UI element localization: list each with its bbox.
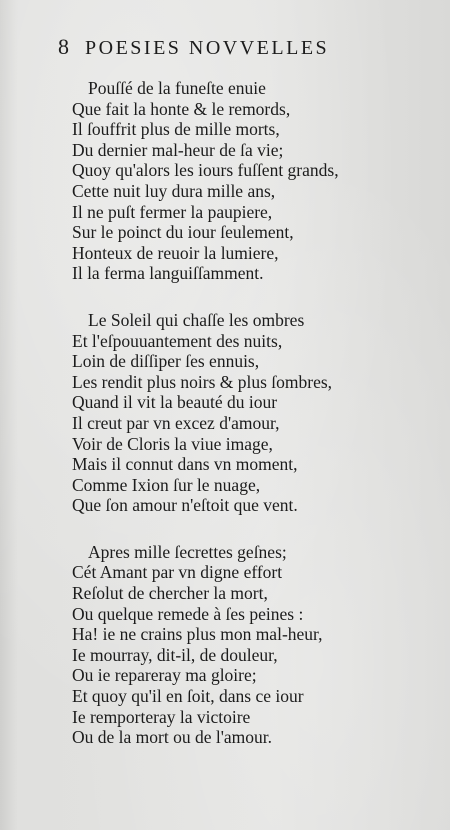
poem-line: Reſolut de chercher la mort, bbox=[72, 583, 268, 604]
poem-line: Quoy qu'alors les iours fuſſent grands, bbox=[72, 160, 339, 181]
page-header bbox=[58, 34, 390, 64]
poem-line: Comme Ixion ſur le nuage, bbox=[72, 474, 261, 495]
poem-line: Loin de diſſiper ſes ennuis, bbox=[72, 351, 260, 372]
poem-line: Il la ferma languiſſamment. bbox=[72, 263, 264, 284]
poem-line: Et quoy qu'il en ſoit, dans ce iour bbox=[72, 686, 304, 707]
page-number: 8 bbox=[58, 34, 71, 59]
poem-line: Mais il connut dans vn moment, bbox=[72, 454, 298, 475]
poem-line: Ou de la mort ou de l'amour. bbox=[72, 727, 272, 748]
poem-line: Ha! ie ne crains plus mon mal-heur, bbox=[72, 624, 323, 645]
poem-line: Que fait la honte & le remords, bbox=[72, 98, 291, 119]
poem-line: Cét Amant par vn digne effort bbox=[72, 562, 283, 583]
stanza-1 bbox=[72, 78, 372, 284]
poem bbox=[72, 78, 372, 774]
poem-line: Pouſſé de la funeſte enuie bbox=[88, 78, 266, 98]
poem-line: Et l'eſpouuantement des nuits, bbox=[72, 330, 283, 351]
poem-line: Ou ie repareray ma gloire; bbox=[72, 665, 257, 686]
stanza-3 bbox=[72, 542, 372, 748]
running-title: POESIES NOVVELLES bbox=[85, 37, 330, 59]
poem-line: Il ne puſt fermer la paupiere, bbox=[72, 201, 273, 222]
poem-line: Honteux de reuoir la lumiere, bbox=[72, 242, 279, 263]
poem-line: Sur le poinct du iour ſeulement, bbox=[72, 222, 294, 243]
stanza-2 bbox=[72, 310, 372, 516]
poem-line: Cette nuit luy dura mille ans, bbox=[72, 180, 276, 201]
poem-line: Voir de Cloris la viue image, bbox=[72, 433, 273, 454]
poem-line: Ou quelque remede à ſes peines : bbox=[72, 603, 304, 624]
poem-line: Les rendit plus noirs & plus ſombres, bbox=[72, 371, 333, 392]
poem-line: Il ſouffrit plus de mille morts, bbox=[72, 119, 280, 140]
poem-line: Ie remporteray la victoire bbox=[72, 706, 251, 727]
poem-line: Il creut par vn excez d'amour, bbox=[72, 412, 280, 433]
poem-line: Du dernier mal-heur de ſa vie; bbox=[72, 139, 284, 160]
poem-line: Le Soleil qui chaſſe les ombres bbox=[88, 309, 305, 330]
poem-line: Apres mille ſecrettes geſnes; bbox=[88, 541, 287, 562]
poem-line: Que ſon amour n'eſtoit que vent. bbox=[72, 495, 298, 516]
poem-line: Ie mourray, dit-il, de douleur, bbox=[72, 644, 278, 665]
poem-line: Quand il vit la beauté du iour bbox=[72, 392, 278, 413]
